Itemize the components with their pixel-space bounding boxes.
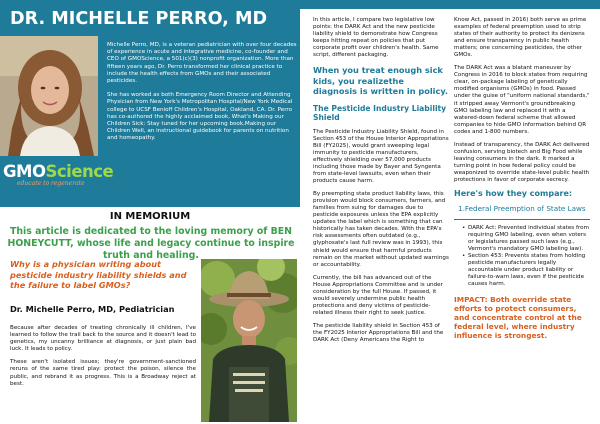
divider [454, 219, 590, 220]
ben-honeycutt-photo [201, 259, 297, 422]
author-bio [107, 42, 297, 150]
right-top-band [300, 0, 600, 9]
intro-paragraph: Because after decades of treating chronically ill children, I've learned to follow the trail back to the source and it doesn't lead to genetics, my uncanny brilliance at diagnosis, or just plain bad luck. It leads to policy. [10, 325, 196, 353]
compare-heading: Here's how they compare: [454, 189, 573, 199]
article-question: Why is a physician writing about pesticide industry liability shields and the failure to label GMOs? [10, 259, 187, 290]
gmoscience-logo [3, 162, 113, 187]
author-portrait [0, 36, 98, 156]
memoriam-photo-image [201, 259, 297, 422]
column-paragraph: The Pesticide Industry Liability Shield, found in Section 453 of the House Interior Appropriations Bill (FY2025), would grant sweeping legal immunity to pesticide manufacturers, effectively shielding over 57,000 products including those made by Bayer and Syngenta from state-level lawsuits, even when their products cause harm. [313, 128, 449, 185]
column-paragraph: By preempting state product liability laws, this provision would block consumers, farmers, and families from suing for damages due to pesticide exposures unless the EPA explicitly updates the label which is something that can historically has taken decades. With the EPA's risk assessments often outdated (e.g., glyphosate's last full review was in 1993), this shield would ensure that harmful products remain on the market without updated warnings or accountability. [313, 191, 449, 268]
column-paragraph: Currently, the bill has advanced out of the House Appropriations Committee and is under consideration by the full House. If passed, it would severely undermine public health protections and deny victims of pesticide-related illness their right to seek justice. [313, 274, 443, 316]
list-item: • Section 453: Prevents states from holding pesticide manufacturers legally accountable under product liability or failure-to-warn laws, even if the pesticide causes harm. [462, 253, 590, 288]
logo-gmo-text: GMO [3, 162, 46, 181]
memoriam-heading: IN MEMORIUM [109, 211, 191, 222]
comparison-list [454, 225, 590, 288]
memoriam-dedication: This article is dedicated to the loving memory of BEN HONEYCUTT, whose life and legacy continue to inspire truth and healing. [7, 226, 295, 261]
section-subheading: The Pesticide Industry Liability Shield [313, 103, 447, 123]
bio-paragraph: She has worked as both Emergency Room Director and Attending Physician from New York's Metropolitan Hospital/New York Medical college to UCSF Benioff Children's Hospital, Oakland, CA. Dr. Perro has co-authored the highly acclaimed book, What's Making our Children Sick: Stay tuned for her upcoming book,Making our Children Well, an instructional guidebook for parents on nutrition and homeopathy. [107, 92, 293, 142]
logo-wordmark [3, 162, 113, 181]
column-paragraph: In this article, I compare two legislative low points: the DARK Act and the new pesticide liability shield to demonstrate how Congress keeps hitting repeat on policies that put corporate profit over children's health. Same script, different packaging. [313, 17, 439, 59]
bio-paragraph: Michelle Perro, MD, is a veteran pediatrician with over four decades of experience in acute and integrative medicine, co-founder and CEO of GMOScience, a 501(c)(3) nonprofit organization. More than fifteen years ago, Dr. Perro transformed her clinical practice to include the health effects from GMOs and their associated pesticides. [107, 42, 297, 85]
article-column-b [454, 17, 590, 340]
pull-quote: When you treat enough sick kids, you realizethe diagnosis is written in policy. [313, 65, 449, 97]
federal-preemption-heading: 1.Federal Preemption of State Laws [458, 204, 586, 214]
article-byline: Dr. Michelle Perro, MD, Pediatrician [10, 304, 175, 314]
article-column-a [313, 17, 449, 350]
logo-tagline: educate to regenerate [17, 180, 85, 187]
column-paragraph: Know Act, passed in 2016) both serve as prime examples of federal preemption used to strip states of their authority to protect its denizens and ensure transparency in public health matters; one concerning pesticides, the other GMOs. [454, 17, 587, 59]
column-paragraph: The pesticide liability shield in Section 453 of the FY2025 Interior Appropriations Bill and the DARK Act (Deny Americans the Right to [313, 322, 444, 344]
column-paragraph: Instead of transparency, the DARK Act delivered confusion, serving biotech and Big Food while leaving consumers in the dark. It marked a turning point in how federal policy could be weaponized to override state-level public health protections in favor of corporate secrecy. [454, 141, 590, 183]
author-portrait-image [0, 36, 98, 156]
article-intro [10, 325, 196, 394]
logo-science-text: Science [45, 162, 114, 181]
page-title: DR. MICHELLE PERRO, MD [10, 9, 268, 29]
impact-statement: IMPACT: Both override state efforts to protect consumers, and concentrate control at the federal level, where industry influence is strongest. [454, 294, 582, 340]
column-paragraph: The DARK Act was a blatant maneuver by Congress in 2016 to block states from requiring clear, on-package labeling of genetically modified organisms (GMOs) in food. Passed under the guise of "uniform national standards," it stripped away Vermont's groundbreaking GMO labeling law and replaced it with a watered-down federal scheme that allowed companies to hide GMO information behind QR codes and 1-800 numbers. [454, 65, 590, 135]
list-item: • DARK Act: Prevented individual states from requiring GMO labeling, even when voters or legislatures passed such laws (e.g., Vermont's mandatory GMO labeling law). [462, 225, 590, 253]
intro-paragraph: These aren't isolated issues; they're government-sanctioned reruns of the same tired play: protect the poison, silence the public, and rebrand it as progress. This is a Broadway reject at best. [10, 359, 196, 387]
